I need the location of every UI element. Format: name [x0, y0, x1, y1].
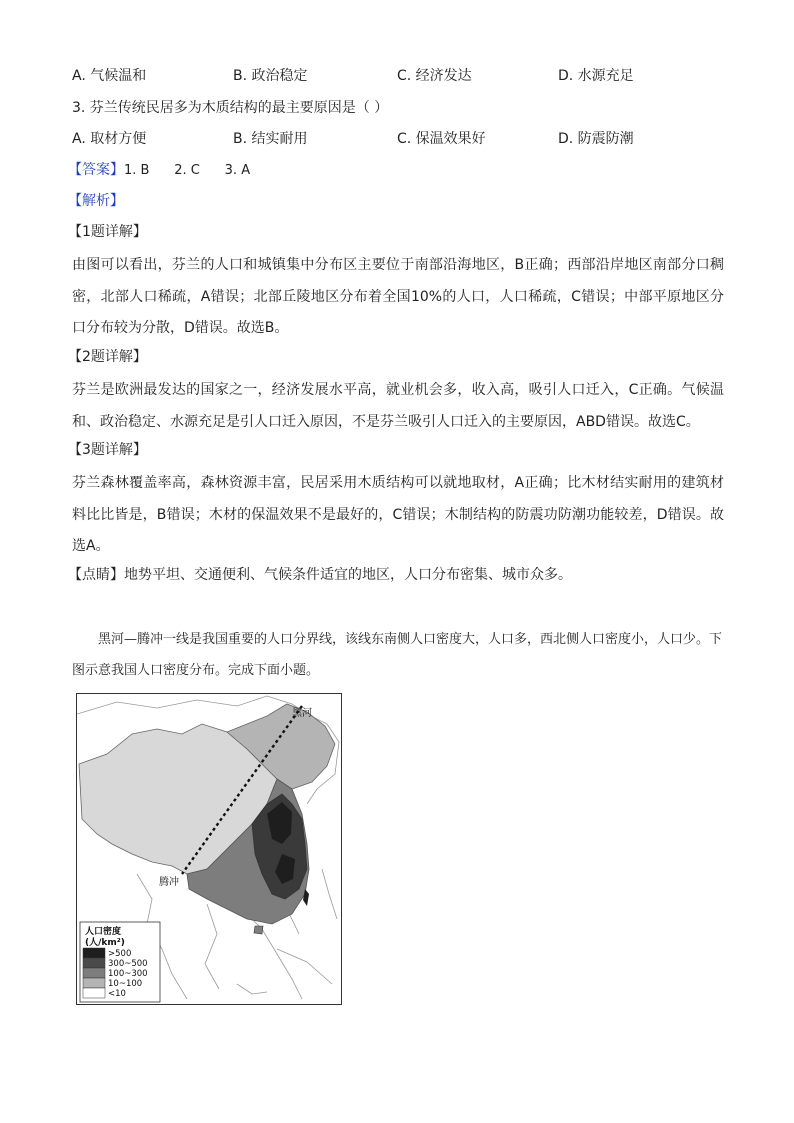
q2-option-c: C. 经济发达	[397, 68, 472, 84]
dianjing-text: 地势平坦、交通便利、气候条件适宜的地区，人口分布密集、城市众多。	[124, 567, 572, 583]
map-legend	[80, 922, 160, 1002]
legend-label-1: >500	[108, 949, 132, 959]
detail2-label: 【2题详解】	[68, 349, 147, 365]
q2-option-a: A. 气候温和	[72, 68, 147, 84]
legend-swatch-5	[83, 988, 105, 998]
legend-title-1: 人口密度	[85, 927, 122, 937]
legend-label-3: 100~300	[108, 969, 148, 979]
legend-swatch-3	[83, 968, 105, 978]
q3-option-c: C. 保温效果好	[397, 131, 486, 147]
population-density-map	[76, 693, 342, 1005]
map-svg	[77, 694, 341, 1004]
legend-swatch-1	[83, 948, 105, 958]
label-heihe: 黑河	[292, 708, 312, 719]
detail3-label: 【3题详解】	[68, 442, 147, 458]
detail3-text: 芬兰森林覆盖率高，森林资源丰富，民居采用木质结构可以就地取材，A正确；比木材结实耐用的建筑材料比比皆是，B错误；木材的保温效果不是最好的，C错误；木制结构的防震功防潮功能较差，D错误。故选A。	[72, 475, 724, 554]
q2-options	[72, 66, 732, 86]
label-tengchong: 腾冲	[159, 877, 179, 888]
legend-label-5: <10	[108, 989, 126, 999]
detail2-text: 芬兰是欧洲最发达的国家之一，经济发展水平高，就业机会多，收入高，吸引人口迁入，C正确。气候温和、政治稳定、水源充足是引人口迁入原因，不是芬兰吸引人口迁入的主要原因，ABD错误。故选C。	[72, 382, 724, 430]
answer-line	[68, 160, 250, 181]
legend-label-2: 300~500	[108, 959, 148, 969]
legend-label-4: 10~100	[108, 979, 143, 989]
q2-option-d: D. 水源充足	[558, 68, 634, 84]
detail1-text: 由图可以看出，芬兰的人口和城镇集中分布区主要位于南部沿海地区，B正确；西部沿岸地区南部分口稠密，北部人口稀疏，A错误；北部丘陵地区分布着全国10%的人口，人口稀疏，C错误；中部平原地区分口分布较为分散，D错误。故选B。	[72, 257, 724, 336]
detail1-label: 【1题详解】	[68, 224, 147, 240]
answer-text: 1. B 2. C 3. A	[124, 163, 251, 178]
dianjing-line	[68, 565, 572, 585]
q3-stem: 3. 芬兰传统民居多为木质结构的最主要原因是（ ）	[72, 100, 389, 116]
answer-label: 【答案】	[68, 162, 124, 178]
dianjing-label: 【点睛】	[68, 567, 124, 583]
legend-swatch-4	[83, 978, 105, 988]
q3-options	[72, 129, 732, 149]
analysis-label: 【解析】	[68, 193, 124, 209]
q3-option-b: B. 结实耐用	[233, 131, 308, 147]
legend-title-2: (人/km²)	[85, 938, 125, 948]
q2-option-b: B. 政治稳定	[233, 68, 308, 84]
q3-option-a: A. 取材方便	[72, 131, 147, 147]
q3-option-d: D. 防震防潮	[558, 131, 634, 147]
legend-swatch-2	[83, 958, 105, 968]
intro-text: 黑河—腾冲一线是我国重要的人口分界线，该线东南侧人口密度大，人口多，西北侧人口密度小，人口少。下图示意我国人口密度分布。完成下面小题。	[72, 632, 723, 678]
